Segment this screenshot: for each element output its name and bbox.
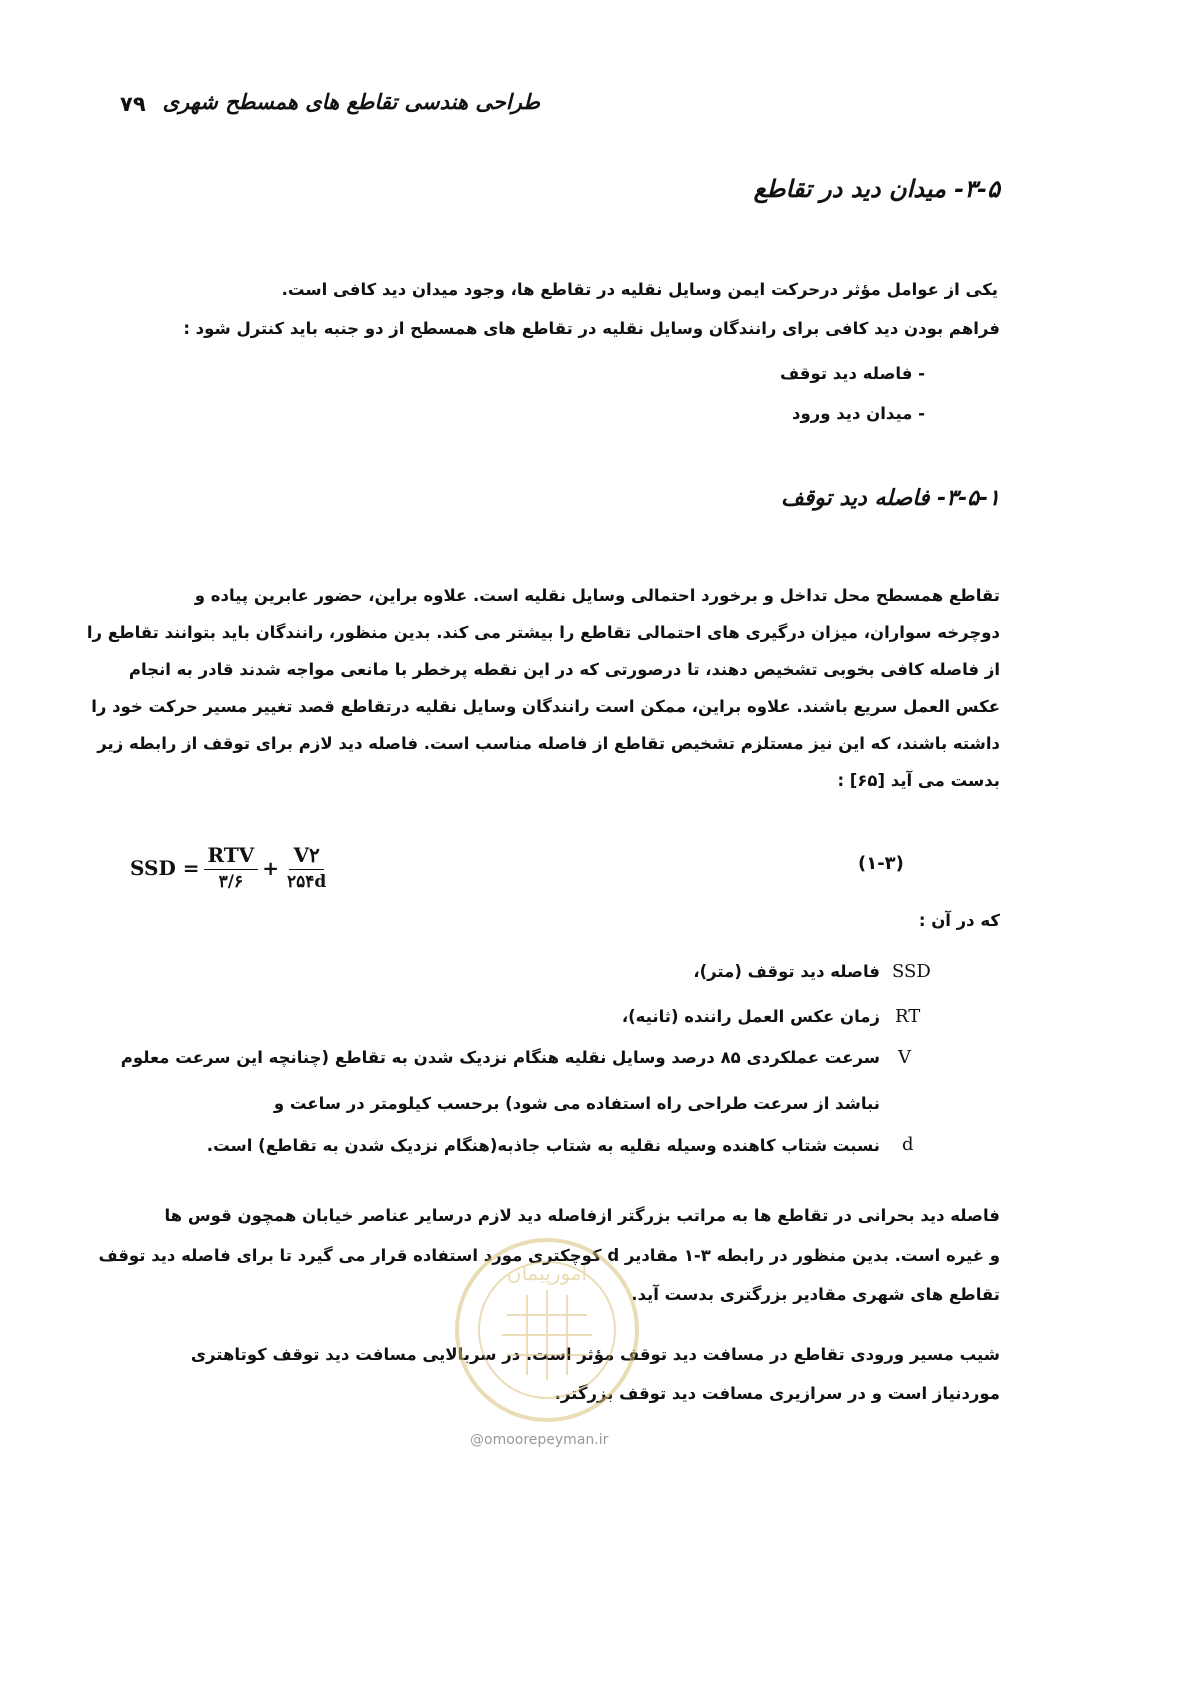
- body-line: تقاطع همسطح محل تداخل و برخورد احتمالی وسایل نقلیه است. علاوه براین، حضور عابرین پیاده و: [194, 586, 1000, 605]
- definition-symbol: RT: [895, 1006, 921, 1027]
- equation-number: (۱-۳): [858, 853, 904, 874]
- formula-lhs: SSD =: [130, 855, 200, 880]
- formula-numerator-2: V۲: [289, 843, 323, 870]
- body-line: عکس العمل سریع باشند. علاوه براین، ممکن است رانندگان وسایل نقلیه درتقاطع قصد تغییر مسیر حرکت خود را: [91, 697, 1000, 716]
- bullet-item: - فاصله دید توقف: [780, 364, 925, 383]
- intro-line-1: یکی از عوامل مؤثر درحرکت ایمن وسایل نقلیه در تقاطع ها، وجود میدان دید کافی است.: [281, 280, 998, 299]
- body-line: از فاصله کافی بخوبی تشخیص دهند، تا درصورتی که در این نقطه پرخطر با مانعی مواجه شدند قادر به انجام: [128, 660, 1000, 679]
- paragraph-2-line: تقاطع های شهری مقادیر بزرگتری بدست آید.: [631, 1285, 1000, 1304]
- watermark-text: @omoorepeyman.ir: [470, 1432, 609, 1448]
- definition-symbol: SSD: [892, 961, 931, 982]
- bullet-item: - میدان دید ورود: [792, 404, 925, 423]
- formula-fraction-1: [204, 843, 259, 892]
- watermark-seal-icon: [452, 1235, 642, 1425]
- formula-denominator-1: ۳/۶: [218, 872, 244, 892]
- section-title: ۳-۵- میدان دید در تقاطع: [753, 175, 1000, 203]
- ssd-formula: [130, 843, 334, 892]
- paragraph-3-line: موردنیاز است و در سرازیری مسافت دید توقف بزرگتر.: [554, 1384, 1000, 1403]
- definition-symbol: d: [902, 1134, 914, 1155]
- subsection-title: ۳-۵-۱- فاصله دید توقف: [780, 486, 1000, 511]
- definition-text: زمان عکس العمل راننده (ثانیه)،: [621, 1007, 880, 1026]
- where-label: که در آن :: [918, 911, 1000, 930]
- paragraph-3-line: شیب مسیر ورودی تقاطع در مسافت دید توقف مؤثر است. در سربالایی مسافت دید توقف کوتاهتری: [190, 1345, 1000, 1364]
- definition-text: سرعت عملکردی ۸۵ درصد وسایل نقلیه هنگام نزدیک شدن به تقاطع (چنانچه این سرعت معلوم: [120, 1048, 880, 1067]
- definition-text: فاصله دید توقف (متر)،: [693, 962, 880, 981]
- paragraph-2-line: و غیره است. بدین منظور در رابطه ۳-۱ مقادیر d کوچکتری مورد استفاده قرار می گیرد تا برای فاصله دید توقف: [98, 1246, 1000, 1265]
- formula-numerator-1: RTV: [204, 843, 259, 870]
- formula-fraction-2: [283, 843, 330, 892]
- body-line: داشته باشند، که این نیز مستلزم تشخیص تقاطع از فاصله مناسب است. فاصله دید لازم برای توقف از رابطه زیر: [97, 734, 1000, 753]
- formula-denominator-2: ۲۵۴d: [286, 872, 327, 892]
- paragraph-2-line: فاصله دید بحرانی در تقاطع ها به مراتب بزرگتر ازفاصله دید لازم درسایر عناصر خیابان همچون قوس ها: [164, 1206, 1000, 1225]
- intro-line-2: فراهم بودن دید کافی برای رانندگان وسایل نقلیه در تقاطع های همسطح از دو جنبه باید کنترل شود :: [183, 319, 1000, 338]
- running-header: طراحی هندسی تقاطع های همسطح شهری: [162, 90, 540, 114]
- definition-symbol: V: [898, 1047, 911, 1068]
- definition-text-continued: نباشد از سرعت طراحی راه استفاده می شود) برحسب کیلومتر در ساعت و: [273, 1094, 880, 1113]
- watermark-seal-text: امورپیمان: [506, 1261, 588, 1285]
- formula-plus: +: [262, 855, 279, 880]
- body-line: بدست می آید [۶۵] :: [837, 771, 1000, 790]
- definition-text: نسبت شتاب کاهنده وسیله نقلیه به شتاب جاذبه(هنگام نزدیک شدن به تقاطع) است.: [206, 1136, 880, 1155]
- body-line: دوچرخه سواران، میزان درگیری های احتمالی تقاطع را بیشتر می کند. بدین منظور، رانندگان باید بتوانند تقاطع را: [86, 623, 1000, 642]
- page-number: ۷۹: [120, 92, 146, 116]
